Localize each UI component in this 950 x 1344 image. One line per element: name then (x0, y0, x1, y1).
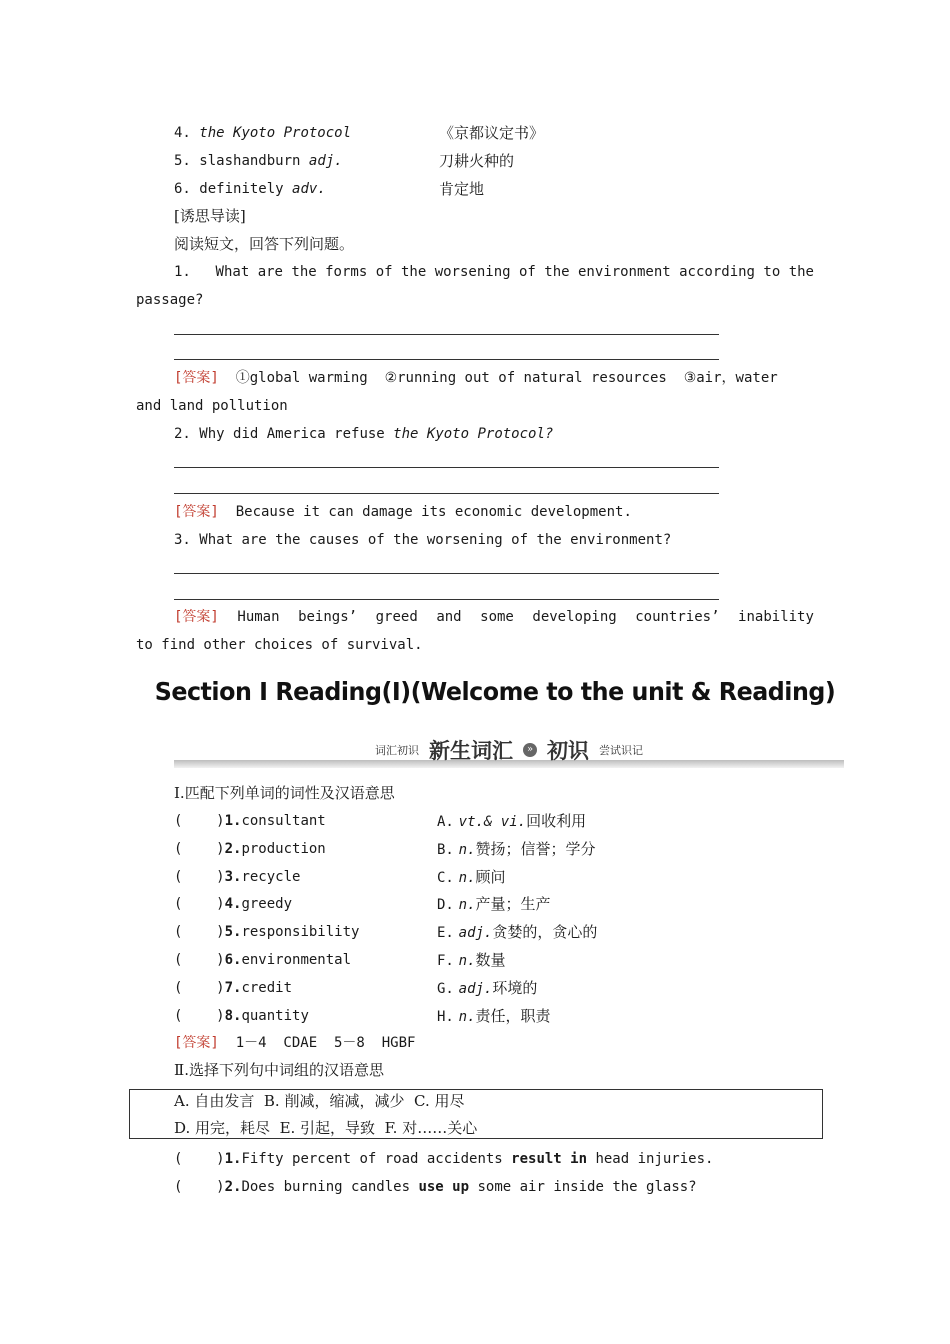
match-option (437, 894, 551, 915)
match-row (174, 922, 359, 942)
match-row (174, 867, 300, 887)
match-row (174, 839, 326, 859)
match-num: 3. (224, 868, 242, 885)
question-3 (174, 530, 671, 550)
answer-blank[interactable]: ( ) (174, 952, 225, 968)
option-letter: G. (437, 980, 454, 997)
option-meaning: 数量 (475, 951, 506, 969)
question-text: Why did America refuse (199, 426, 394, 442)
answer-3 (174, 607, 814, 627)
question-text: What are the causes of the worsening of the environment? (199, 532, 672, 548)
answer-text: Because it can damage its economic development. (235, 504, 632, 520)
sentence-text: some air inside the glass? (469, 1179, 697, 1195)
option-meaning: 环境的 (492, 978, 538, 997)
option-pos: adj. (458, 925, 493, 942)
banner-right-label: 尝试识记 (599, 744, 643, 757)
answer-3-cont: to find other choices of survival. (136, 637, 423, 653)
option-letter: F. (437, 953, 454, 969)
match-option (437, 978, 537, 999)
match-word: environmental (241, 952, 352, 968)
sentence-phrase: use up (418, 1179, 470, 1195)
match-num: 8. (224, 1007, 242, 1024)
options-line-2: D. 用完，耗尽 E. 引起，导致 F. 对……关心 (174, 1119, 478, 1137)
answer-word: and (436, 609, 462, 625)
answer-line (174, 334, 719, 335)
banner-title-left: 新生词汇 (429, 739, 513, 763)
vocab-num: 6. (174, 181, 191, 197)
option-pos: n. (458, 1008, 476, 1025)
answer-blank[interactable]: ( ) (174, 896, 225, 913)
answer-blank[interactable]: ( ) (174, 979, 225, 996)
match-word: quantity (241, 1007, 309, 1024)
question-num: 2. (174, 426, 191, 442)
answer-line (174, 599, 719, 600)
vocab-num: 4. (174, 125, 191, 141)
match-num: 4. (224, 896, 242, 913)
sentence-1 (174, 1149, 713, 1169)
part1-answer (174, 1033, 415, 1053)
match-word: greedy (241, 896, 293, 913)
match-option (437, 950, 506, 971)
vocab-word: the Kyoto Protocol (199, 125, 352, 141)
option-pos: adj. (458, 980, 493, 997)
answer-word: Human (237, 609, 280, 625)
option-meaning: 责任，职责 (475, 1006, 551, 1025)
sentence-text: Fifty percent of road accidents (241, 1151, 512, 1167)
answer-blank[interactable]: ( ) (174, 1007, 225, 1024)
match-word: consultant (241, 813, 326, 829)
answer-blank[interactable]: ( ) (174, 924, 225, 941)
banner-title-right: 初识 (547, 739, 589, 763)
section-title: Section Ⅰ Reading(Ⅰ)(Welcome to the unit & Reading) (154, 677, 836, 706)
match-word: credit (241, 979, 293, 996)
match-option (437, 867, 506, 888)
vocab-item-5 (174, 151, 343, 171)
option-pos: n. (458, 869, 476, 886)
vocab-banner (174, 736, 844, 764)
option-pos: n. (458, 897, 476, 914)
answer-word: inability (738, 609, 814, 625)
guide-instruction: 阅读短文，回答下列问题。 (174, 235, 355, 253)
answer-1-cont: and land pollution (136, 398, 288, 414)
option-meaning: 贪婪的，贪心的 (492, 923, 598, 942)
answer-blank[interactable]: ( ) (174, 1179, 225, 1195)
answer-text: 1－4 CDAE 5－8 HGBF (235, 1035, 416, 1051)
option-pos: vt.& vi. (458, 814, 527, 830)
match-row (174, 950, 351, 970)
match-option (437, 839, 596, 860)
match-row (174, 978, 292, 998)
answer-tag: [答案] (174, 370, 219, 386)
vocab-meaning-5: 刀耕火种的 (439, 152, 515, 170)
match-num: 7. (224, 979, 242, 996)
part2-heading: Ⅱ.选择下列句中词组的汉语意思 (174, 1061, 384, 1079)
match-num: 1. (224, 813, 242, 829)
vocab-meaning-4: 《京都议定书》 (439, 124, 545, 142)
answer-line (174, 467, 719, 468)
option-meaning: 产量；生产 (475, 895, 551, 914)
vocab-pos: adj. (308, 153, 343, 169)
options-line-1: A. 自由发言 B. 削减，缩减，减少 C. 用尽 (174, 1092, 465, 1110)
answer-word: some (480, 609, 514, 625)
option-letter: E. (437, 925, 454, 942)
option-pos: n. (458, 841, 476, 858)
match-option (437, 922, 597, 943)
match-num: 2. (224, 840, 242, 857)
sentence-text: Does burning candles (241, 1179, 419, 1195)
option-letter: H. (437, 1008, 454, 1025)
answer-1 (174, 368, 778, 388)
vocab-item-6 (174, 179, 326, 199)
option-pos: n. (458, 953, 476, 969)
sentence-phrase: result in (511, 1151, 588, 1167)
answer-2 (174, 502, 632, 522)
sentence-text: head injuries. (587, 1151, 714, 1167)
vocab-word: slashandburn (199, 153, 301, 169)
match-option (437, 811, 586, 832)
match-word: production (241, 840, 326, 857)
vocab-meaning-6: 肯定地 (439, 180, 485, 198)
question-text: What are the forms of the worsening of the environment according to the (215, 264, 814, 280)
option-meaning: 回收利用 (526, 812, 587, 830)
match-row (174, 1006, 309, 1026)
option-letter: A. (437, 814, 454, 830)
answer-line (174, 573, 719, 574)
answer-word: developing (532, 609, 617, 625)
vocab-pos: adv. (292, 181, 326, 197)
question-1-cont: passage? (136, 292, 204, 308)
question-num: 1. (174, 264, 191, 280)
option-meaning: 赞扬；信誉；学分 (475, 839, 596, 858)
banner-arrow-icon: » (523, 743, 537, 757)
answer-word: countries’ (635, 609, 720, 625)
match-num: 5. (224, 924, 242, 941)
answer-word: beings’ (298, 609, 358, 625)
question-1 (174, 262, 814, 282)
match-row (174, 894, 292, 914)
answer-text: ①global warming ②running out of natural resources ③air，water (235, 370, 778, 386)
answer-tag: [答案] (174, 1035, 219, 1051)
option-letter: D. (437, 897, 454, 914)
answer-blank[interactable]: ( ) (174, 813, 225, 829)
answer-line (174, 359, 719, 360)
answer-blank[interactable]: ( ) (174, 840, 225, 857)
option-letter: C. (437, 869, 454, 886)
question-2 (174, 424, 553, 444)
question-italic: the Kyoto Protocol? (393, 426, 554, 442)
vocab-item-4 (174, 123, 351, 143)
answer-line (174, 493, 719, 494)
sentence-num: 1. (224, 1151, 242, 1167)
answer-tag: [答案] (174, 609, 219, 625)
vocab-word: definitely (199, 181, 284, 197)
answer-blank[interactable]: ( ) (174, 868, 225, 885)
answer-word: greed (375, 609, 418, 625)
part1-heading: Ⅰ.匹配下列单词的词性及汉语意思 (174, 784, 395, 802)
question-num: 3. (174, 532, 191, 548)
sentence-num: 2. (224, 1179, 242, 1195)
option-meaning: 顾问 (475, 867, 506, 886)
sentence-2 (174, 1177, 697, 1197)
match-num: 6. (224, 952, 242, 968)
answer-blank[interactable]: ( ) (174, 1151, 225, 1167)
match-row (174, 811, 326, 831)
match-option (437, 1006, 551, 1027)
banner-left-label: 词汇初识 (375, 744, 419, 757)
match-word: responsibility (241, 924, 360, 941)
vocab-num: 5. (174, 153, 191, 169)
match-word: recycle (241, 868, 301, 885)
guide-heading: [诱思导读] (174, 207, 246, 225)
answer-tag: [答案] (174, 504, 219, 520)
option-letter: B. (437, 841, 454, 858)
